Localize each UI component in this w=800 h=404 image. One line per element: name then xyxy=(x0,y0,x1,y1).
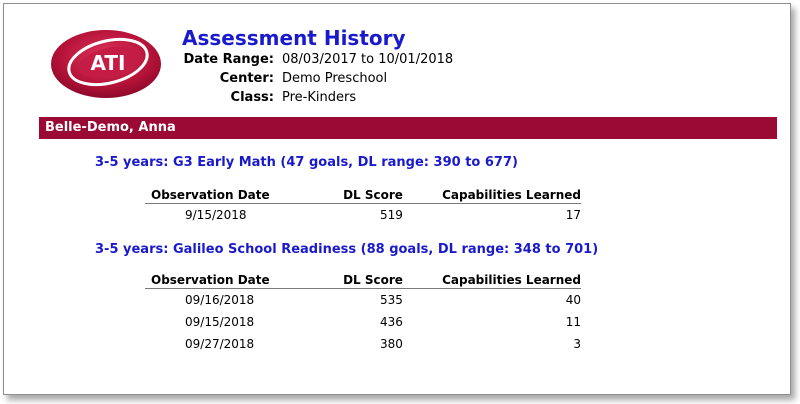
table-row xyxy=(145,311,581,333)
column-header-date: Observation Date xyxy=(145,186,305,204)
student-name-bar: Belle-Demo, Anna xyxy=(39,117,777,139)
capabilities-cell: 3 xyxy=(573,337,581,351)
table-row xyxy=(145,289,581,312)
ati-logo xyxy=(48,20,166,102)
date-range-value: 08/03/2017 to 10/01/2018 xyxy=(282,52,454,67)
column-header-capabilities: Capabilities Learned xyxy=(403,271,581,289)
column-header-score: DL Score xyxy=(305,271,403,289)
report-window xyxy=(3,3,791,395)
dl-score-cell: 436 xyxy=(380,315,403,329)
column-header-date: Observation Date xyxy=(145,271,305,289)
observation-table-early-math xyxy=(145,186,581,226)
assessment-title-school-readiness: 3-5 years: Galileo School Readiness (88 goals, DL range: 348 to 701) xyxy=(95,242,599,257)
page-title: Assessment History xyxy=(182,26,406,50)
class-value: Pre-Kinders xyxy=(282,90,357,105)
center-value: Demo Preschool xyxy=(282,71,388,86)
observation-date-cell: 09/16/2018 xyxy=(185,293,255,307)
table-row xyxy=(145,333,581,355)
assessment-title-early-math: 3-5 years: G3 Early Math (47 goals, DL range: 390 to 677) xyxy=(95,155,518,170)
table-header-row xyxy=(145,186,581,204)
center-row xyxy=(154,69,453,88)
report-meta xyxy=(154,50,453,107)
capabilities-cell: 40 xyxy=(565,293,581,307)
dl-score-cell: 380 xyxy=(380,337,403,351)
column-header-capabilities: Capabilities Learned xyxy=(403,186,581,204)
class-label: Class: xyxy=(230,90,274,105)
logo-text: ATI xyxy=(90,51,126,75)
observation-table-school-readiness xyxy=(145,271,581,355)
capabilities-cell: 17 xyxy=(565,208,581,222)
class-row xyxy=(154,88,453,107)
observation-date-cell: 9/15/2018 xyxy=(185,208,247,222)
table-row xyxy=(145,204,581,227)
capabilities-cell: 11 xyxy=(565,315,581,329)
date-range-label: Date Range: xyxy=(183,52,274,67)
dl-score-cell: 519 xyxy=(380,208,403,222)
column-header-score: DL Score xyxy=(305,186,403,204)
date-range-row xyxy=(154,50,453,69)
dl-score-cell: 535 xyxy=(380,293,403,307)
observation-date-cell: 09/15/2018 xyxy=(185,315,255,329)
observation-date-cell: 09/27/2018 xyxy=(185,337,255,351)
table-header-row xyxy=(145,271,581,289)
center-label: Center: xyxy=(219,71,274,86)
